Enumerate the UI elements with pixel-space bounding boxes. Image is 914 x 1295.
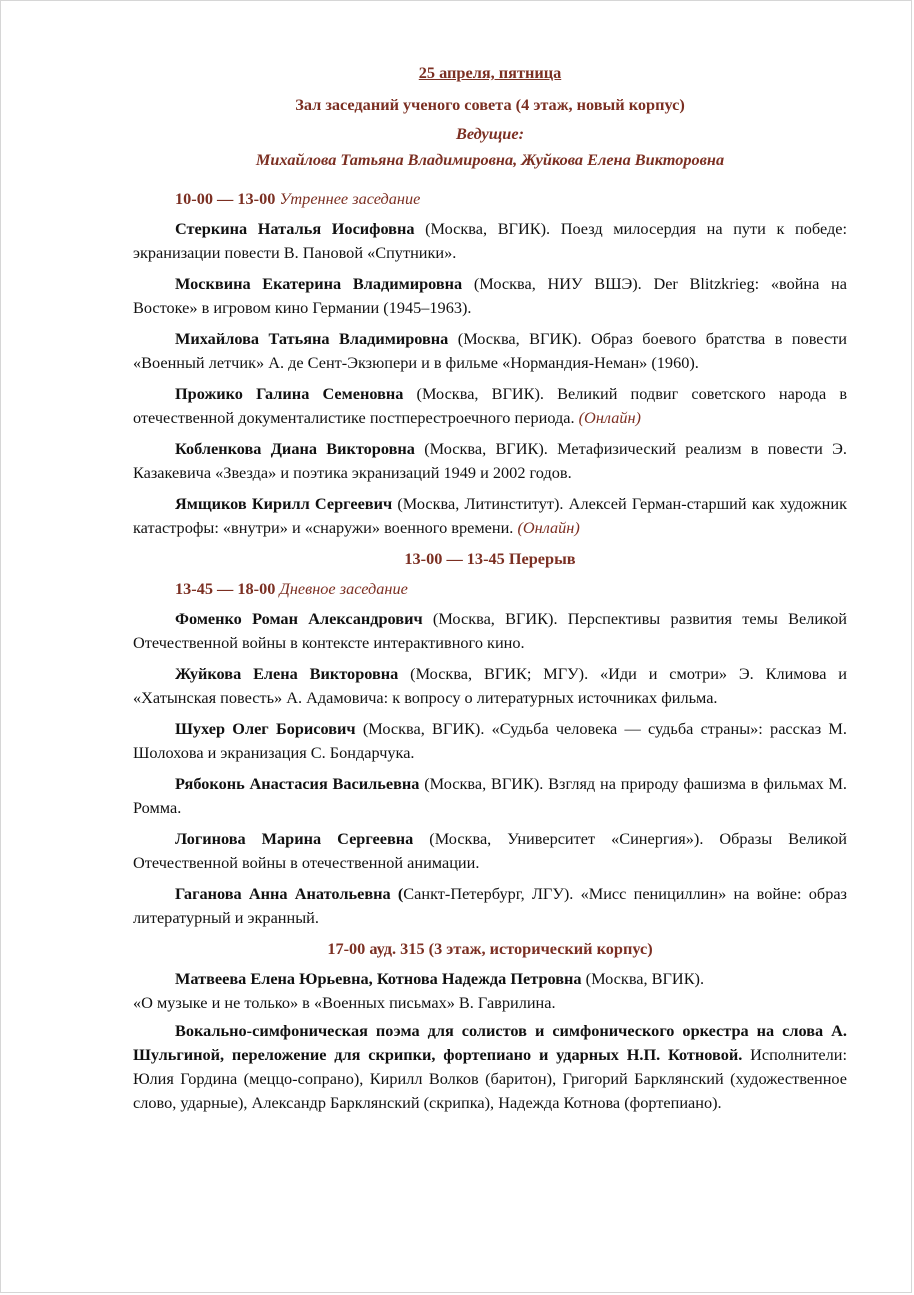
talk-entry xyxy=(133,607,847,655)
speaker-name: Москвина Екатерина Владимировна xyxy=(175,274,463,293)
concert-heading: 17-00 ауд. 315 (3 этаж, исторический корпус) xyxy=(327,939,653,958)
speaker-name: Логинова Марина Сергеевна xyxy=(175,829,414,848)
morning-session-heading xyxy=(133,187,847,211)
talk-entry xyxy=(133,882,847,930)
talk-text: (Москва, ВГИК). «Судьба человека — судьба страны»: рассказ М. Шолохова и экранизация С. Бондарчука. xyxy=(133,719,847,762)
speaker-name: Гаганова Анна Анатольевна ( xyxy=(175,884,404,903)
talk-text: (Москва, ВГИК). Метафизический реализм в повести Э. Казакевича «Звезда» и поэтика экранизаций 1949 и 2002 годов. xyxy=(133,439,847,482)
online-marker: (Онлайн) xyxy=(517,518,580,537)
speaker-name: Шухер Олег Борисович xyxy=(175,719,356,738)
speaker-name: Матвеева Елена Юрьевна, Котнова Надежда Петровна xyxy=(175,969,582,988)
talk-entry xyxy=(133,382,847,430)
session-time: 13-45 — 18-00 xyxy=(175,579,276,598)
afternoon-session-heading xyxy=(133,577,847,601)
talk-text: (Москва, Университет «Синергия»). Образы Великой Отечественной войны в отечественной анимации. xyxy=(133,829,847,872)
hosts-names: Михайлова Татьяна Владимировна, Жуйкова Елена Викторовна xyxy=(255,150,725,169)
talk-text: (Москва, ВГИК). Образ боевого братства в повести «Военный летчик» А. де Сент-Экзюпери и в фильме «Нормандия-Неман» (1960). xyxy=(133,329,847,372)
speaker-name: Ямщиков Кирилл Сергеевич xyxy=(175,494,393,513)
break-heading: 13-00 — 13-45 Перерыв xyxy=(404,549,576,568)
hosts-label: Ведущие: xyxy=(455,124,525,143)
session-time: 10-00 — 13-00 xyxy=(175,189,276,208)
talk-entry xyxy=(133,717,847,765)
talk-entry xyxy=(133,492,847,540)
speaker-name: Михайлова Татьяна Владимировна xyxy=(175,329,449,348)
date-heading: 25 апреля, пятница xyxy=(418,63,562,82)
speaker-affiliation: (Москва, ВГИК). xyxy=(581,969,705,988)
talk-entry xyxy=(133,272,847,320)
talk-text: (Москва, ВГИК). Поезд милосердия на пути к победе: экранизации повести В. Пановой «Спутники». xyxy=(133,219,847,262)
speaker-name: Рябоконь Анастасия Васильевна xyxy=(175,774,420,793)
talk-entry xyxy=(133,772,847,820)
talk-text: (Москва, ВГИК). Перспективы развития темы Великой Отечественной войны в контексте интерактивного кино. xyxy=(133,609,847,652)
talk-text: (Москва, НИУ ВШЭ). Der Blitzkrieg: «война на Востоке» в игровом кино Германии (1945–1963). xyxy=(133,274,847,317)
hall-heading: Зал заседаний ученого совета (4 этаж, новый корпус) xyxy=(295,95,685,114)
performance-performers: Исполнители: Юлия Гордина (меццо-сопрано), Кирилл Волков (баритон), Григорий Барклянский (художественное слово, ударные), Александр Барклянский (скрипка), Надежда Котнова (фортепиано). xyxy=(133,1045,847,1112)
talk-text: (Москва, ВГИК). Взгляд на природу фашизма в фильмах М. Ромма. xyxy=(133,774,847,817)
speaker-name: Прожико Галина Семеновна xyxy=(175,384,404,403)
talk-entry xyxy=(133,662,847,710)
session-label: Утреннее заседание xyxy=(279,189,421,208)
talk-entry xyxy=(133,217,847,265)
talk-text: (Москва, Литинститут). Алексей Герман-старший как художник катастрофы: «внутри» и «снаружи» военного времени. xyxy=(133,494,847,537)
concert-speakers xyxy=(133,967,847,991)
performance-description xyxy=(133,1019,847,1115)
talk-entry xyxy=(133,827,847,875)
concert-talk-title: «О музыке и не только» в «Военных письмах» В. Гаврилина. xyxy=(133,993,556,1012)
online-marker: (Онлайн) xyxy=(578,408,641,427)
talk-text: Санкт-Петербург, ЛГУ). «Мисс пенициллин» на войне: образ литературный и экранный. xyxy=(133,884,847,927)
talk-text: (Москва, ВГИК; МГУ). «Иди и смотри» Э. Климова и «Хатынская повесть» А. Адамовича: к вопросу о литературных источниках фильма. xyxy=(133,664,847,707)
speaker-name: Стеркина Наталья Иосифовна xyxy=(175,219,415,238)
talk-entry xyxy=(133,437,847,485)
speaker-name: Кобленкова Диана Викторовна xyxy=(175,439,415,458)
performance-title: Вокально-симфоническая поэма для солистов и симфонического оркестра на слова А. Шульгиной, переложение для скрипки, фортепиано и ударных Н.П. Котновой. xyxy=(133,1021,847,1064)
program-content xyxy=(133,61,847,1115)
speaker-name: Жуйкова Елена Викторовна xyxy=(175,664,399,683)
talk-entry xyxy=(133,327,847,375)
speaker-name: Фоменко Роман Александрович xyxy=(175,609,423,628)
talk-text: (Москва, ВГИК). Великий подвиг советского народа в отечественной документалистике постперестроечного периода. xyxy=(133,384,848,427)
session-label: Дневное заседание xyxy=(279,579,408,598)
